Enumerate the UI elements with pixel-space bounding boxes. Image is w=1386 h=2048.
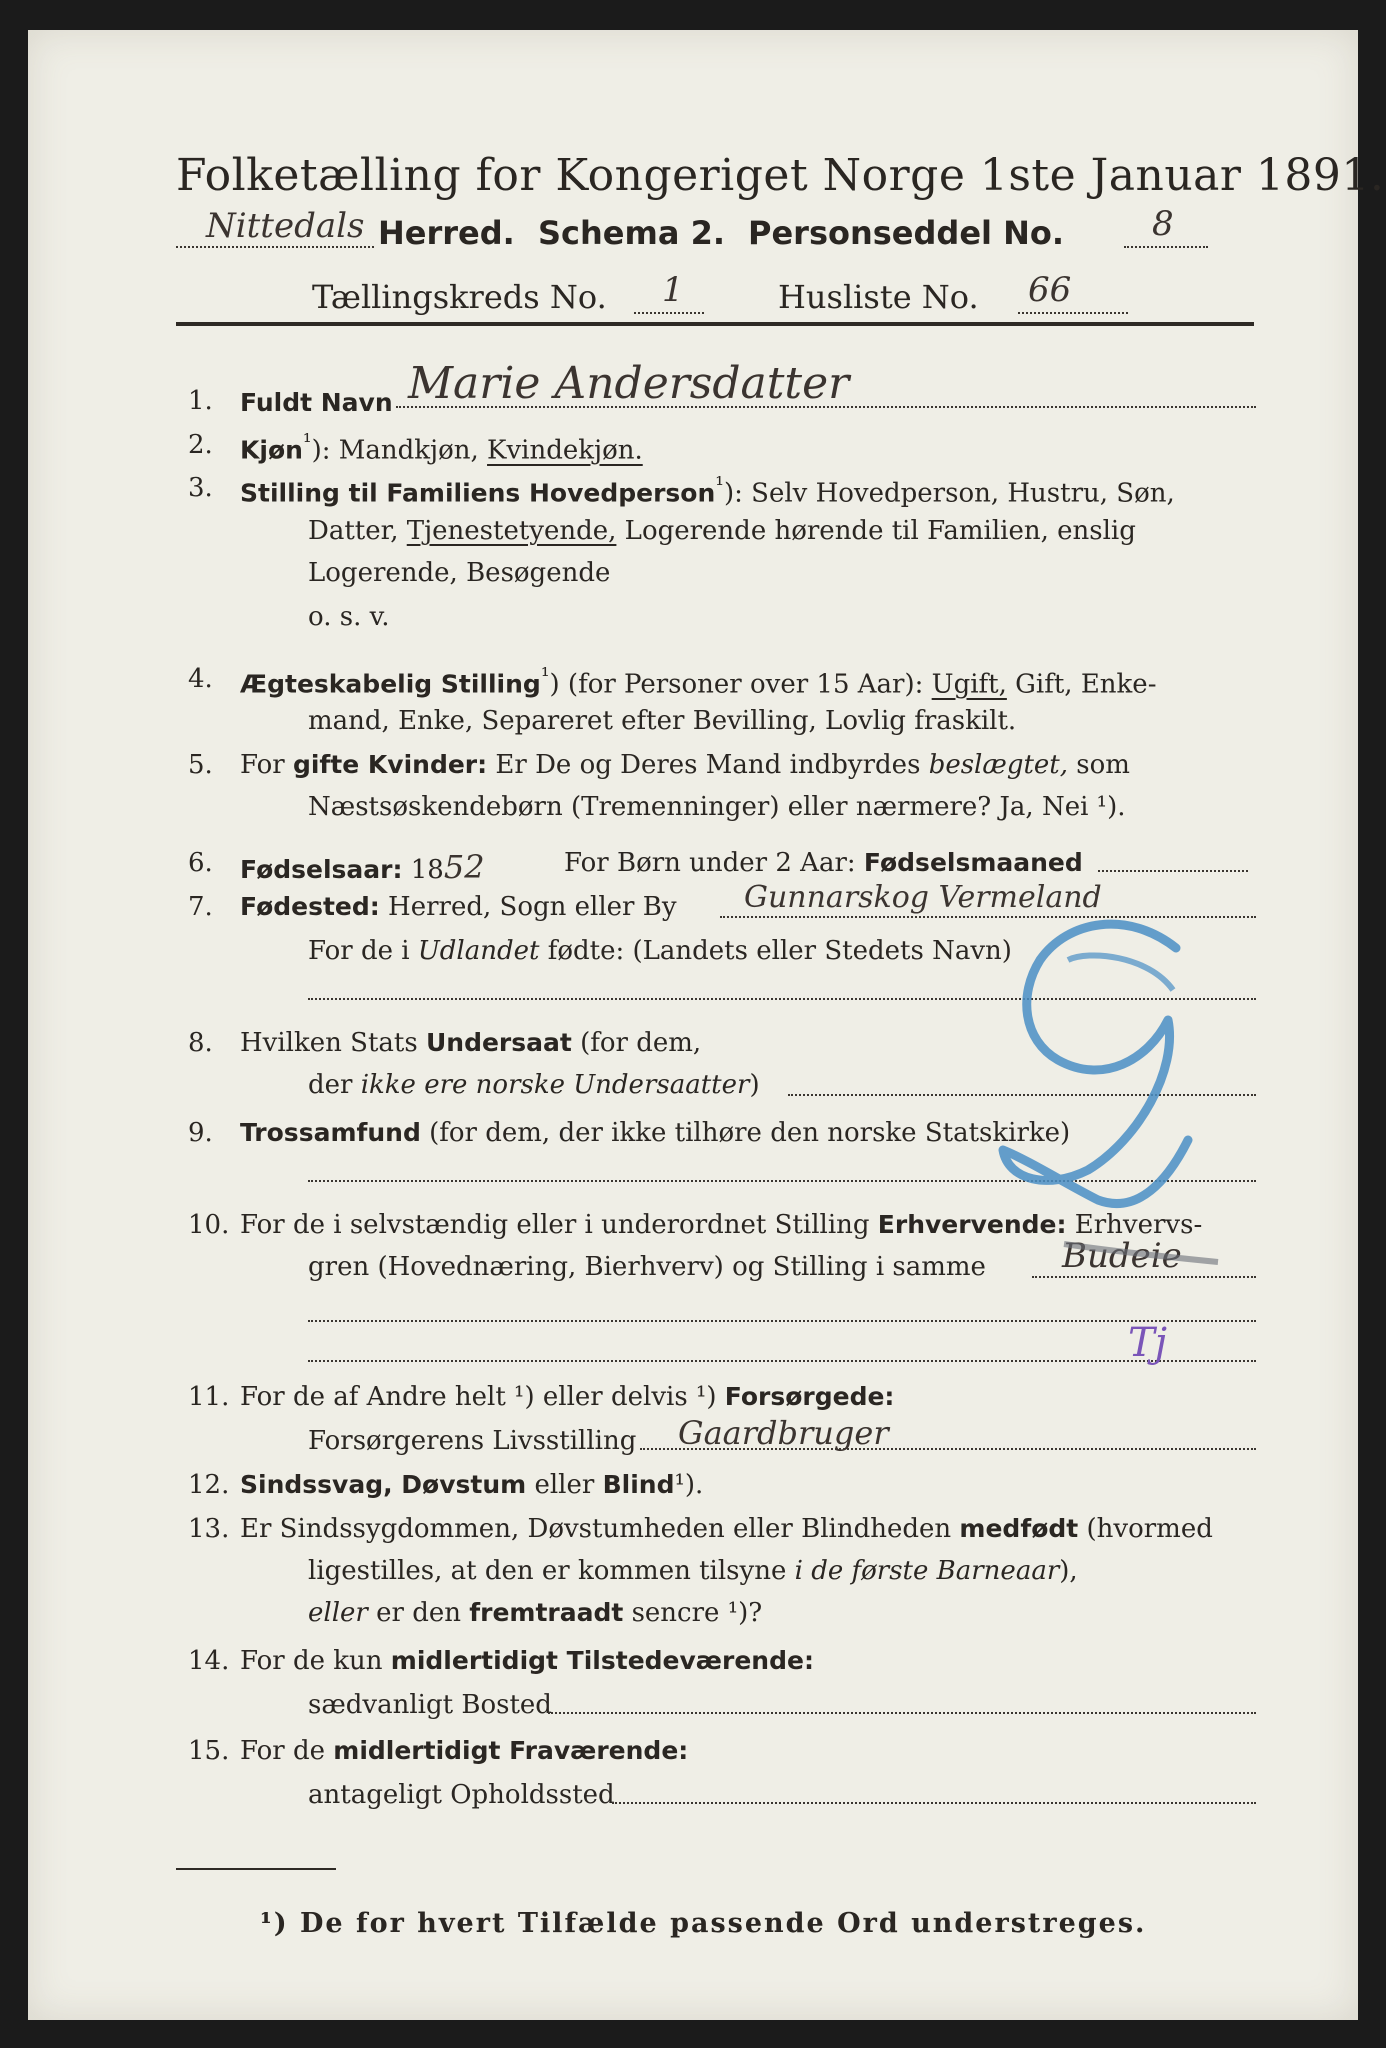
- aegteskab-label: Ægteskabelig Stilling: [240, 669, 541, 699]
- medfodt-line-c: eller er den fremtraadt sencre ¹)?: [308, 1598, 763, 1628]
- trossamfund-label: Trossamfund: [240, 1118, 421, 1147]
- gifte-line-b: Næstsøskendebørn (Tremenninger) eller nærmere? Ja, Nei ¹).: [308, 792, 1126, 822]
- kjon-selected: Kvindekjøn.: [487, 435, 643, 466]
- trossamfund-line-a: Trossamfund (for dem, der ikke tilhøre den norske Statskirke): [240, 1118, 1071, 1148]
- forsorgede-line-a: For de af Andre helt ¹) eller delvis ¹) Forsørgede:: [240, 1382, 895, 1412]
- stilling-line-c: Logerende, Besøgende: [308, 558, 611, 588]
- erhverv-value: Budeie: [1062, 1236, 1182, 1276]
- forsorger-value: Gaardbruger: [678, 1414, 889, 1452]
- item-number: 4.: [188, 664, 213, 694]
- item-number: 11.: [188, 1382, 230, 1412]
- fodselsaar-line: Fødselsaar: 1852: [240, 848, 485, 886]
- fuldt-navn-label: Fuldt Navn: [240, 388, 393, 417]
- undersaat-line: [788, 1094, 1256, 1096]
- fodselsmaaned-line: For Børn under 2 Aar: Fødselsmaaned: [564, 848, 1083, 878]
- husliste-value: 66: [1028, 270, 1072, 310]
- fodested-line: [720, 916, 1256, 918]
- item-number: 5.: [188, 750, 213, 780]
- fodselsaar-label: Fødselsaar:: [240, 855, 403, 884]
- fodested-line-b: For de i Udlandet fødte: (Landets eller Stedets Navn): [308, 936, 1012, 966]
- erhverv-line-3: [308, 1360, 1256, 1362]
- trossamfund-line: [308, 1180, 1256, 1182]
- fravaerende-line-a: For de midlertidigt Fraværende:: [240, 1736, 689, 1766]
- header-divider: [176, 322, 1254, 326]
- undersaat-line-a: Hvilken Stats Undersaat (for dem,: [240, 1028, 702, 1058]
- personseddel-label: Personseddel No.: [748, 214, 1065, 252]
- gifte-line-a: For gifte Kvinder: Er De og Deres Mand indbyrdes beslægtet, som: [240, 750, 1130, 780]
- stilling-label: Stilling til Familiens Hovedperson: [240, 478, 716, 508]
- item-number: 15.: [188, 1736, 230, 1766]
- medfodt-label: medfødt: [959, 1514, 1079, 1543]
- husliste-dotted-line: [1018, 312, 1128, 314]
- item-number: 1.: [188, 386, 213, 416]
- item-number: 14.: [188, 1646, 230, 1676]
- aegteskab-selected: Ugift,: [931, 669, 1007, 700]
- medfodt-line-b: ligestilles, at den er kommen tilsyne i de første Barneaar),: [308, 1556, 1078, 1586]
- fravaerende-label: midlertidigt Fraværende:: [333, 1736, 689, 1765]
- herred-dotted-line: [176, 246, 374, 248]
- stilling-line-b: Datter, Tjenestetyende, Logerende hørende til Familien, enslig: [308, 516, 1136, 546]
- aegteskab-line-b: mand, Enke, Separeret efter Bevilling, Lovlig fraskilt.: [308, 706, 1017, 736]
- stilling-line-a: Stilling til Familiens Hovedperson$^{^1}$): Selv Hovedperson, Hustru, Søn,: [240, 473, 1175, 509]
- fodested-value: Gunnarskog Vermeland: [744, 880, 1102, 915]
- undersaat-line-b: der ikke ere norske Undersaatter): [308, 1070, 760, 1100]
- schema-label: Schema 2.: [538, 214, 725, 252]
- taellingskreds-dotted-line: [634, 312, 704, 314]
- tilstede-label: midlertidigt Tilstedeværende:: [390, 1646, 814, 1675]
- taellingskreds-value: 1: [662, 270, 684, 310]
- kjon-line: Kjøn$^{^1}$): Mandkjøn, Kvindekjøn.: [240, 430, 643, 466]
- erhverv-line-b: gren (Hovednæring, Bierhverv) og Stilling i samme: [308, 1252, 986, 1282]
- form-title: Folketælling for Kongeriget Norge 1ste Januar 1891.: [176, 150, 1385, 201]
- item-number: 10.: [188, 1210, 230, 1240]
- tilstede-line-a: For de kun midlertidigt Tilstedeværende:: [240, 1646, 814, 1676]
- husliste-label: Husliste No.: [778, 278, 979, 316]
- item-number: 13.: [188, 1514, 230, 1544]
- item-number: 12.: [188, 1470, 230, 1500]
- herred-label: Herred.: [378, 214, 515, 252]
- kjon-label: Kjøn: [240, 435, 303, 465]
- opholdssted-line: [612, 1802, 1256, 1804]
- undersaat-label: Undersaat: [425, 1028, 572, 1057]
- census-form-sheet: [28, 30, 1385, 2020]
- footnote: ¹) De for hvert Tilfælde passende Ord understreges.: [260, 1908, 1147, 1939]
- fodested-label: Fødested:: [240, 892, 380, 921]
- item-number: 3.: [188, 473, 213, 503]
- fodselsaar-value: 52: [443, 848, 485, 886]
- tilstede-line-b: sædvanligt Bosted: [308, 1690, 552, 1720]
- taellingskreds-label: Tællingskreds No.: [312, 278, 607, 316]
- udland-line: [308, 998, 1256, 1000]
- item-number: 9.: [188, 1118, 213, 1148]
- sindssvag-label: Sindssvag, Døvstum: [240, 1470, 527, 1499]
- sindssvag-line: Sindssvag, Døvstum eller Blind¹).: [240, 1470, 704, 1500]
- item-number: 8.: [188, 1028, 213, 1058]
- bosted-line: [548, 1712, 1256, 1714]
- fuldt-navn-value: Marie Andersdatter: [408, 358, 850, 409]
- erhverv-line-a: For de i selvstændig eller i underordnet Stilling Erhvervende: Erhvervs-: [240, 1210, 1203, 1240]
- gifte-label: gifte Kvinder:: [292, 750, 488, 779]
- personseddel-dotted-line: [1124, 246, 1208, 248]
- personseddel-value: 8: [1152, 204, 1174, 244]
- fodselsmaaned-line: [1098, 870, 1248, 872]
- blue-crayon-mark: [28, 30, 1358, 2020]
- aegteskab-line-a: Ægteskabelig Stilling$^{^1}$) (for Personer over 15 Aar): Ugift, Gift, Enke-: [240, 664, 1157, 700]
- item-number: 2.: [188, 430, 213, 460]
- fodested-line-a: Fødested: Herred, Sogn eller By: [240, 892, 677, 922]
- medfodt-line-a: Er Sindssygdommen, Døvstumheden eller Blindheden medfødt (hvormed: [240, 1514, 1213, 1544]
- forsorgede-label: Forsørgede:: [724, 1382, 895, 1411]
- forsorgede-line-b: Forsørgerens Livsstilling: [308, 1426, 637, 1456]
- stilling-line-d: o. s. v.: [308, 602, 390, 632]
- fravaerende-line-b: antageligt Opholdssted: [308, 1780, 615, 1810]
- erhverv-annotation: Tj: [1128, 1320, 1168, 1366]
- fodselsmaaned-label: Fødselsmaaned: [863, 848, 1083, 877]
- stilling-selected: Tjenestetyende,: [406, 516, 617, 546]
- herred-value: Nittedals: [206, 206, 365, 246]
- erhverv-label: Erhvervende:: [877, 1210, 1067, 1239]
- erhverv-line-2: [308, 1320, 1256, 1322]
- item-number: 7.: [188, 892, 213, 922]
- footnote-rule: [176, 1868, 336, 1870]
- erhverv-line: [1032, 1276, 1256, 1278]
- item-number: 6.: [188, 848, 213, 878]
